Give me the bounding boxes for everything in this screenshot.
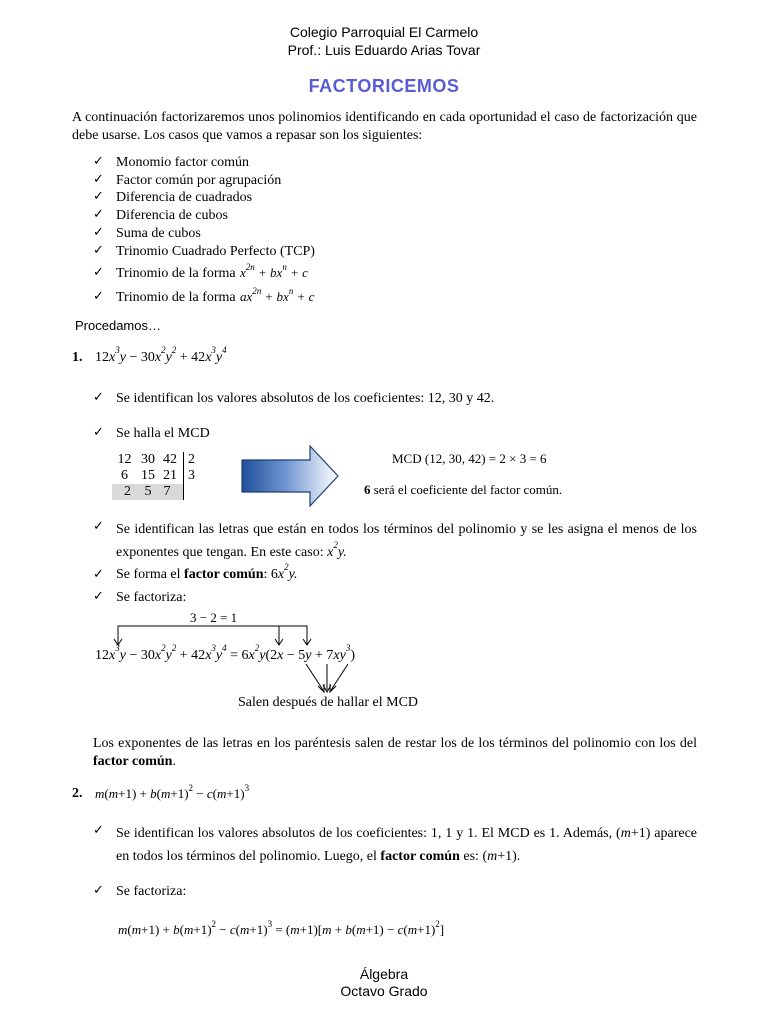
check-icon: ✓ (93, 589, 104, 604)
ex2-step-1 (116, 822, 697, 868)
check-icon: ✓ (93, 243, 104, 258)
right-arrow-icon (240, 444, 340, 508)
check-icon: ✓ (93, 154, 104, 169)
example-2-number: 2. (72, 786, 83, 801)
ex2-step-2: Se factoriza: (116, 884, 187, 899)
exponents-explanation: Los exponentes de las letras en los paréntesis salen de restar los de los términos del polinomio con los del factor común. (93, 736, 697, 769)
case-item: Trinomio de la forma (116, 290, 236, 305)
check-icon: ✓ (93, 207, 104, 222)
formula-trinomial-1: $x^{2n} + bx^n + c$ (240, 261, 308, 280)
check-icon: ✓ (93, 567, 104, 582)
example-1-number: 1. (72, 350, 83, 365)
table-cell: 5 (137, 484, 159, 500)
check-icon: ✓ (93, 225, 104, 240)
teacher-name: Prof.: Luis Eduardo Arias Tovar (287, 42, 481, 58)
binomial-factor-result: (m+1). (482, 849, 521, 864)
table-cell: 6 (121, 468, 128, 483)
mcd-division-table (112, 452, 199, 500)
table-cell: 7 (159, 484, 184, 500)
footer-grade: Octavo Grado (340, 983, 428, 999)
common-letters: $x^2y$. (327, 540, 347, 560)
mcd-result: MCD (12, 30, 42) = 2 × 3 = 6 (392, 451, 547, 466)
table-cell: 42 (163, 452, 177, 467)
ex1-step-1: Se identifican los valores absolutos de los coeficientes: 12, 30 y 42. (116, 391, 495, 406)
ex1-step-3-text: Se identifican las letras que están en todos los términos del polinomio y se les asigna el menos de los exponentes que tengan. En este caso: (116, 522, 697, 560)
page-title: FACTORICEMOS (308, 76, 460, 96)
intro-paragraph: A continuación factorizaremos unos polinomios identificando en cada oportunidad el caso de factorización que debe usarse. Los casos que vamos a repasar son los siguientes: (72, 110, 697, 143)
factorization-equation-1: $12x^3y - 30x^2y^2 + 42x^3y^4 = 6x^2y(2x - 5y + 7xy^3)$ (95, 643, 355, 663)
check-icon: ✓ (93, 823, 104, 838)
table-cell: 21 (163, 468, 177, 483)
exponent-note: 3 − 2 = 1 (190, 610, 238, 625)
ex2-step-1-text-a: Se identifican los valores absolutos de los coeficientes: 1, 1 y 1. El MCD es 1. Además, (116, 826, 613, 841)
case-item: Trinomio Cuadrado Perfecto (TCP) (116, 244, 315, 259)
case-item: Factor común por agrupación (116, 173, 282, 188)
case-item: Diferencia de cubos (116, 208, 228, 223)
ex1-step-2: Se halla el MCD (116, 426, 210, 441)
coefficient-note (364, 482, 562, 498)
table-cell: 3 (184, 468, 200, 484)
salen-note: Salen después de hallar el MCD (238, 695, 419, 710)
ex2-step-1-text-b: aparece en todos los términos del polinomio. Luego, el (116, 826, 697, 864)
procedamos-label: Procedamos… (75, 318, 161, 333)
check-icon: ✓ (93, 883, 104, 898)
check-icon: ✓ (93, 265, 104, 280)
case-item: Suma de cubos (116, 226, 201, 241)
ex1-step-4-bold: factor común (184, 567, 264, 582)
check-icon: ✓ (93, 390, 104, 405)
example-1-polynomial: $12x^3y - 30x^2y^2 + 42x^3y^4$ (95, 345, 227, 365)
ex1-step-4: Se forma el factor común: $6x^2y$. (116, 562, 298, 582)
check-icon: ✓ (93, 289, 104, 304)
ex1-step-4-text: Se forma el (116, 567, 181, 582)
coefficient-text: será el coeficiente del factor común. (370, 482, 563, 497)
table-cell: 30 (141, 452, 155, 467)
case-item: Diferencia de cuadrados (116, 190, 253, 205)
table-cell: 12 (117, 452, 132, 467)
check-icon: ✓ (93, 519, 104, 534)
ex1-step-5: Se factoriza: (116, 590, 187, 605)
table-cell: 15 (141, 468, 155, 483)
ex2-step-1-bold: factor común (380, 849, 460, 864)
common-factor: $6x^2y$. (270, 562, 298, 582)
ex2-step-1-text-c: es: (463, 849, 479, 864)
exponents-explanation-bold: factor común (93, 754, 173, 769)
binomial-factor: (m+1) (616, 826, 651, 841)
factorization-equation-2: $m(m+1) + b(m+1)^2 - c(m+1)^3 = (m+1)[m + b(m+1) - c(m+1)^2]$ (118, 918, 445, 937)
table-cell: 2 (184, 452, 200, 468)
exponents-explanation-text: Los exponentes de las letras en los paréntesis salen de restar los de los términos del polinomio con los del (93, 736, 697, 751)
table-cell (184, 484, 200, 500)
coefficient-value: 6 (364, 482, 371, 497)
school-name: Colegio Parroquial El Carmelo (289, 24, 479, 40)
case-item: Monomio factor común (116, 155, 249, 170)
footer-subject: Álgebra (359, 966, 409, 982)
case-item: Trinomio de la forma (116, 266, 236, 281)
formula-trinomial-2: $ax^{2n} + bx^n + c$ (240, 285, 315, 304)
ex1-step-3 (116, 518, 697, 564)
check-icon: ✓ (93, 189, 104, 204)
example-2-polynomial: $m(m+1) + b(m+1)^2 - c(m+1)^3$ (95, 782, 250, 801)
table-cell: 2 (112, 484, 137, 500)
check-icon: ✓ (93, 172, 104, 187)
check-icon: ✓ (93, 425, 104, 440)
